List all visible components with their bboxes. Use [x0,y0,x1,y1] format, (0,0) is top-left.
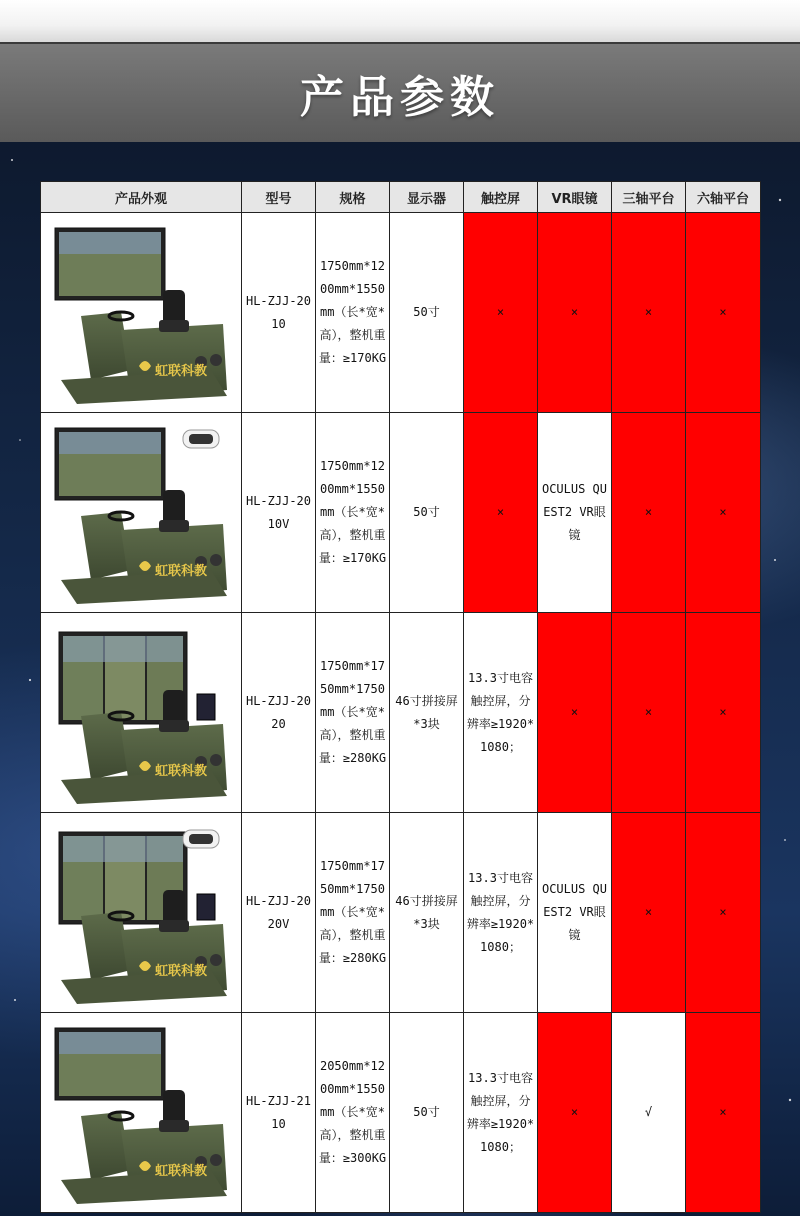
axis6-cell: × [686,813,761,1013]
title-band [0,42,800,142]
table-row [41,1013,761,1213]
col-header-touchscreen: 触控屏 [464,182,538,213]
table-row [41,413,761,613]
product-image [41,213,242,413]
product-image [41,613,242,813]
col-header-spec: 规格 [316,182,390,213]
touch-cell: × [464,213,538,413]
top-band [0,0,800,42]
model-cell: HL-ZJJ-2020 [242,613,316,813]
axis6-cell: × [686,613,761,813]
vr-headset-icon [183,830,219,848]
spec-cell: 1750mm*1750mm*1750mm（长*宽*高），整机重量：≥280KG [316,613,390,813]
spec-table [40,181,761,1213]
axis3-cell: × [612,213,686,413]
display-cell: 50寸 [390,1013,464,1213]
svg-text:虹联科教: 虹联科教 [155,764,208,779]
page-title: 产品参数 [300,72,500,123]
svg-text:虹联科教: 虹联科教 [155,564,208,579]
axis3-cell: × [612,613,686,813]
model-cell: HL-ZJJ-2010 [242,213,316,413]
col-header-model: 型号 [242,182,316,213]
table-row [41,813,761,1013]
axis6-cell: × [686,213,761,413]
vr-cell: OCULUS QUEST2 VR眼镜 [538,813,612,1013]
axis6-cell: × [686,413,761,613]
col-header-display: 显示器 [390,182,464,213]
spec-cell: 2050mm*1200mm*1550mm（长*宽*高），整机重量：≥300KG [316,1013,390,1213]
table-row [41,213,761,413]
axis6-cell: × [686,1013,761,1213]
vr-cell: × [538,1013,612,1213]
model-cell: HL-ZJJ-2110 [242,1013,316,1213]
vr-cell: × [538,613,612,813]
product-image [41,1013,242,1213]
vr-cell: OCULUS QUEST2 VR眼镜 [538,413,612,613]
product-image [41,813,242,1013]
svg-text:虹联科教: 虹联科教 [155,964,208,979]
model-cell: HL-ZJJ-2010V [242,413,316,613]
table-row [41,613,761,813]
axis3-cell: × [612,413,686,613]
vr-headset-icon [183,430,219,448]
col-header-appearance: 产品外观 [41,182,242,213]
touch-cell: 13.3寸电容触控屏，分辨率≥1920*1080； [464,813,538,1013]
svg-text:虹联科教: 虹联科教 [155,364,208,379]
table-header-row [41,182,761,213]
axis3-cell: √ [612,1013,686,1213]
display-cell: 46寸拼接屏*3块 [390,813,464,1013]
model-cell: HL-ZJJ-2020V [242,813,316,1013]
col-header-6axis: 六轴平台 [686,182,761,213]
spec-cell: 1750mm*1200mm*1550mm（长*宽*高），整机重量：≥170KG [316,213,390,413]
display-cell: 50寸 [390,213,464,413]
product-image [41,413,242,613]
col-header-vr: VR眼镜 [538,182,612,213]
display-cell: 46寸拼接屏*3块 [390,613,464,813]
spec-cell: 1750mm*1750mm*1750mm（长*宽*高），整机重量：≥280KG [316,813,390,1013]
col-header-3axis: 三轴平台 [612,182,686,213]
display-cell: 50寸 [390,413,464,613]
svg-text:虹联科教: 虹联科教 [155,1164,208,1179]
spec-cell: 1750mm*1200mm*1550mm（长*宽*高），整机重量：≥170KG [316,413,390,613]
touch-cell: 13.3寸电容触控屏，分辨率≥1920*1080； [464,1013,538,1213]
touch-cell: × [464,413,538,613]
vr-cell: × [538,213,612,413]
axis3-cell: × [612,813,686,1013]
touch-cell: 13.3寸电容触控屏，分辨率≥1920*1080； [464,613,538,813]
